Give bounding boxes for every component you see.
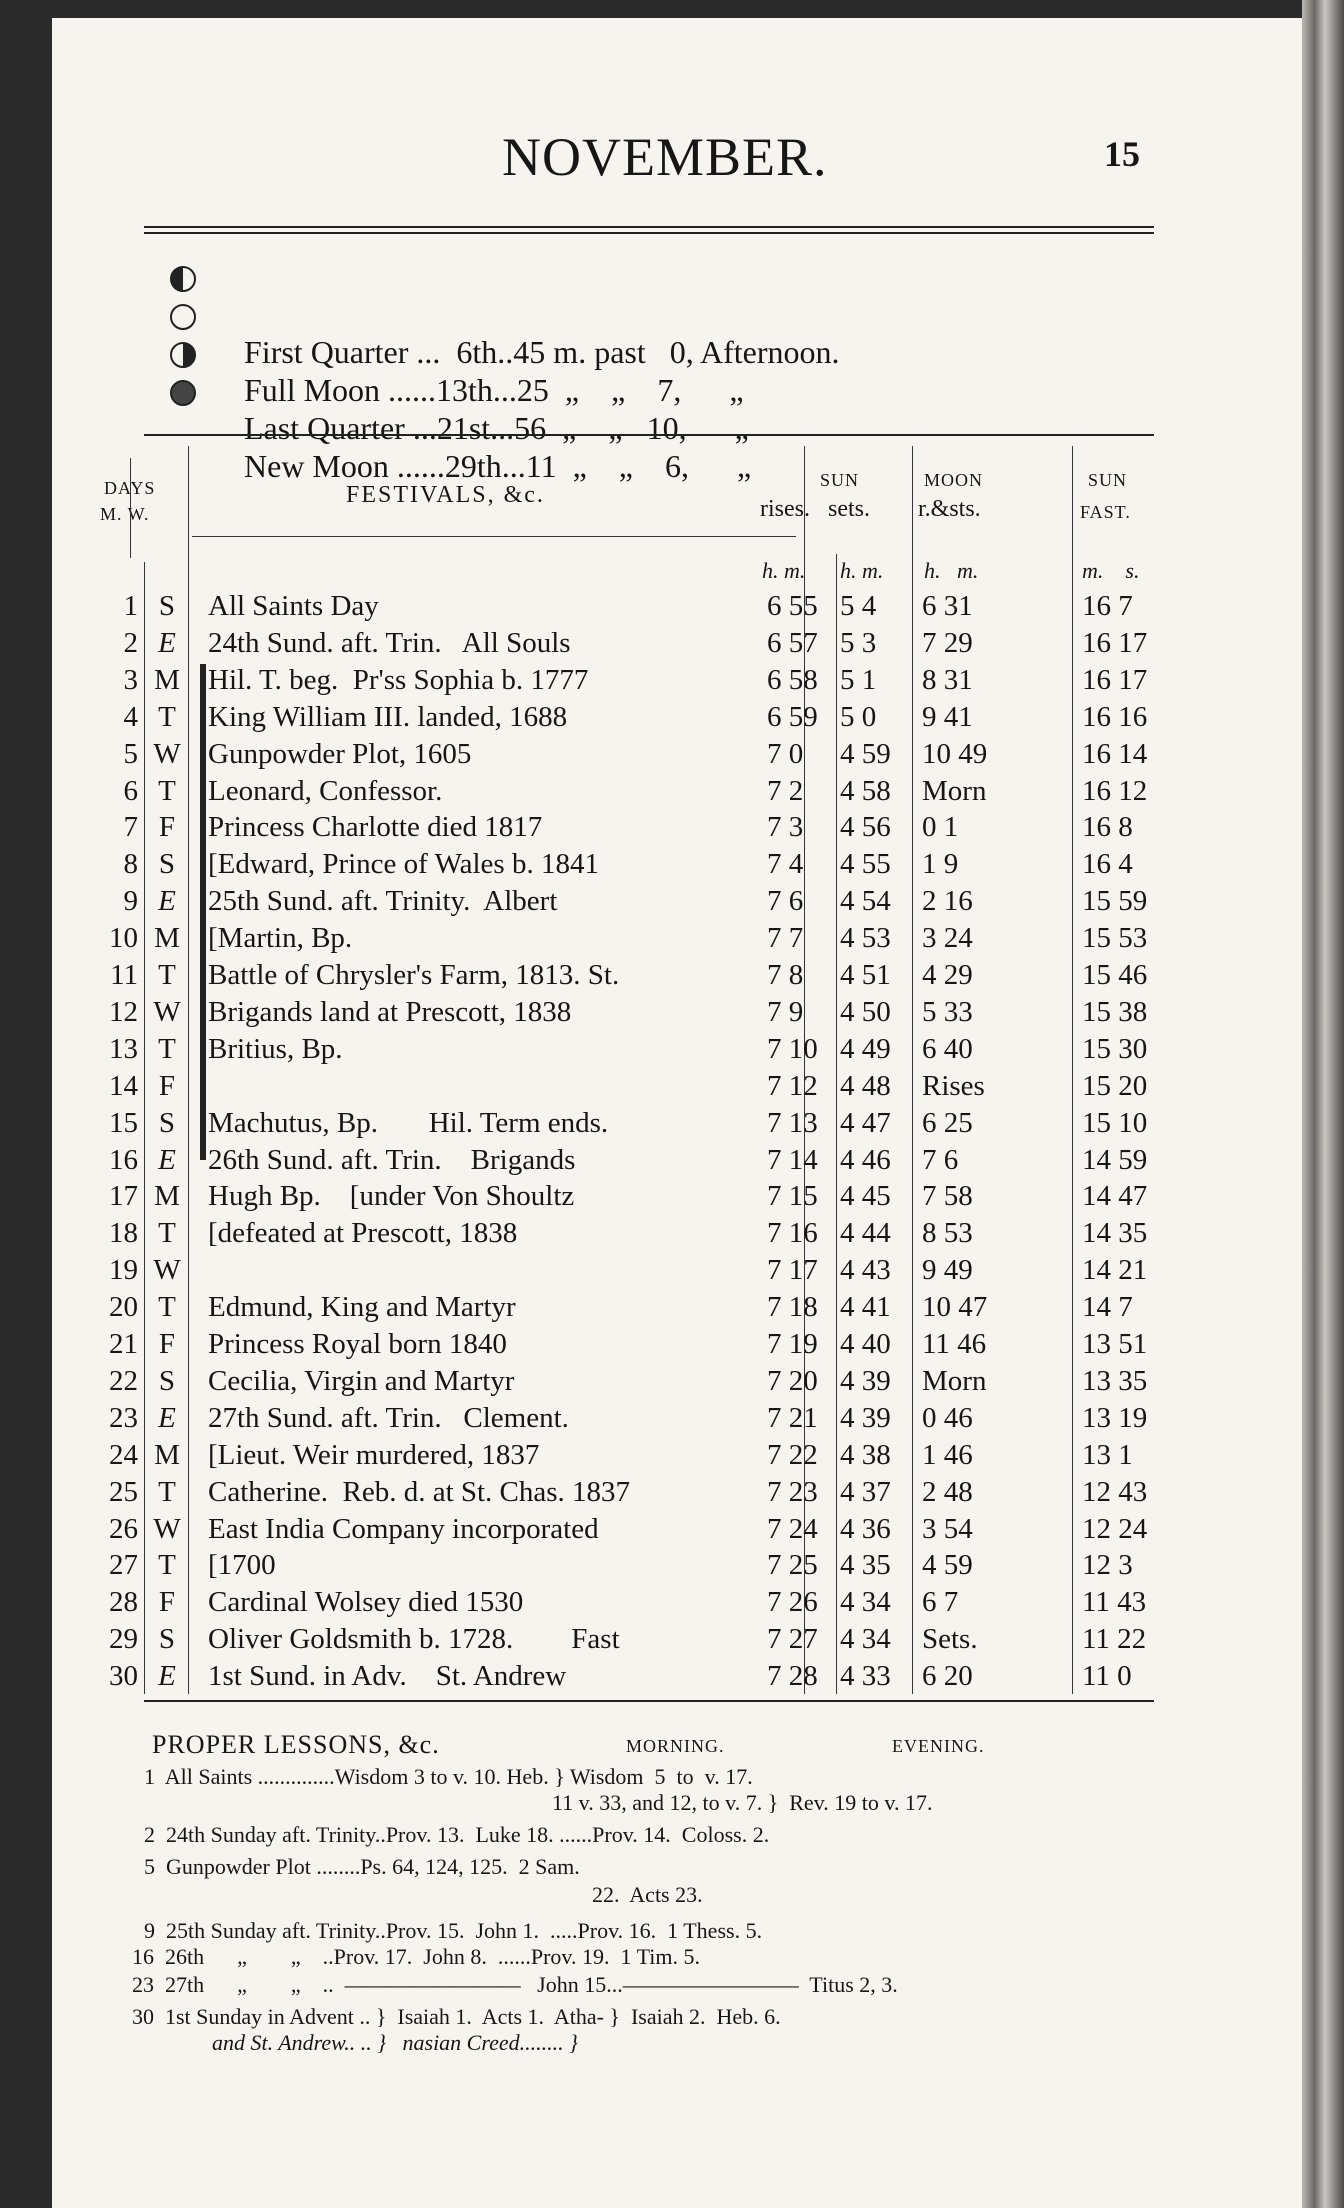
full-moon-icon [170, 304, 196, 330]
table-row [52, 1586, 1302, 1623]
sun-sets: 4 56 [840, 811, 891, 844]
sun-fast: 12 43 [1082, 1475, 1148, 1508]
sun-sets: 5 1 [840, 663, 877, 696]
sun-fast: 15 38 [1082, 995, 1148, 1028]
table-row [52, 848, 1302, 885]
day-of-month: 28 [109, 1586, 138, 1619]
col-line-days-m [130, 458, 131, 558]
sun-rises: 6 59 [767, 700, 818, 733]
sun-rises: 7 9 [767, 995, 804, 1028]
sun-fast: 13 51 [1082, 1328, 1148, 1360]
day-of-month: 30 [109, 1660, 138, 1693]
day-of-week: S [158, 1364, 176, 1397]
sun-fast: 12 3 [1082, 1549, 1133, 1582]
sun-rises: 7 27 [767, 1623, 818, 1656]
moon-time: 6 40 [922, 1032, 973, 1065]
sun-rises: 7 12 [767, 1069, 818, 1102]
sun-fast: 16 17 [1082, 626, 1148, 659]
moon-time: 7 58 [922, 1180, 973, 1213]
day-of-month: 7 [123, 811, 138, 844]
sun-fast: 15 20 [1082, 1069, 1148, 1102]
moon-time: 3 24 [922, 922, 973, 955]
sun-fast: 15 10 [1082, 1106, 1148, 1139]
sun-fast: 12 24 [1082, 1512, 1148, 1545]
festival: Princess Charlotte died 1817 [208, 811, 543, 844]
moon-phase-full-moon: Full Moon ......13th...25 „ „ 7, „ [212, 298, 744, 446]
sun-sets: 4 54 [840, 885, 891, 918]
day-of-week: W [153, 737, 181, 770]
header-sun-fast-sub: FAST. [1080, 502, 1131, 522]
header-festivals: FESTIVALS, &c. [346, 482, 545, 508]
day-of-week: T [158, 700, 176, 733]
sun-sets: 5 4 [840, 590, 877, 622]
table-row [52, 701, 1302, 738]
day-of-week: F [158, 1586, 176, 1619]
table-row [52, 1033, 1302, 1070]
sun-rises: 7 6 [767, 885, 804, 918]
sun-fast: 15 46 [1082, 959, 1148, 991]
moon-time: Morn [922, 1364, 987, 1397]
lessons-morning: MORNING. [626, 1736, 725, 1756]
day-of-month: 2 [123, 626, 138, 659]
sun-rises: 7 10 [767, 1032, 818, 1065]
sun-fast: 14 59 [1082, 1143, 1148, 1176]
day-of-month: 3 [123, 663, 138, 696]
sun-sets: 4 34 [840, 1586, 891, 1619]
festival: 27th Sund. aft. Trin. Clement. [208, 1401, 569, 1434]
sun-rises: 7 4 [767, 848, 804, 881]
sun-fast: 16 7 [1082, 590, 1133, 622]
sun-fast: 14 7 [1082, 1291, 1133, 1324]
sun-fast: 16 8 [1082, 811, 1133, 844]
day-of-week: S [158, 590, 176, 622]
top-rule-2 [144, 232, 1154, 234]
page-number: 15 [1104, 134, 1140, 174]
day-of-month: 16 [109, 1143, 138, 1176]
day-of-month: 4 [123, 700, 138, 733]
sun-sets: 4 51 [840, 959, 891, 991]
table-row [52, 922, 1302, 959]
day-of-week: F [158, 1328, 176, 1360]
lessons-line: 30 1st Sunday in Advent .. } Isaiah 1. Acts 1. Atha- } Isaiah 2. Heb. 6. [132, 2004, 781, 2029]
sun-sets: 5 0 [840, 700, 877, 733]
day-of-week: T [158, 1217, 176, 1250]
moon-time: 6 31 [922, 590, 973, 622]
sun-sets: 4 43 [840, 1254, 891, 1287]
festival: Catherine. Reb. d. at St. Chas. 1837 [208, 1475, 631, 1508]
moon-phase-new-moon: New Moon ......29th...11 „ „ 6, „ [212, 374, 751, 522]
lessons-title: PROPER LESSONS, &c. [152, 1730, 440, 1759]
festival: [defeated at Prescott, 1838 [208, 1217, 518, 1250]
festival: [1700 [208, 1549, 276, 1582]
units-moon: h. m. [924, 558, 979, 583]
lessons-line: 1 All Saints ..............Wisdom 3 to v. 10. Heb. } Wisdom 5 to v. 17. [144, 1764, 753, 1789]
day-of-week: M [154, 922, 180, 955]
moon-time: 9 49 [922, 1254, 973, 1287]
moon-time: 6 20 [922, 1660, 973, 1693]
moon-time: 2 48 [922, 1475, 973, 1508]
festival: Princess Royal born 1840 [208, 1328, 507, 1360]
sun-fast: 16 4 [1082, 848, 1133, 881]
sun-fast: 16 12 [1082, 774, 1148, 807]
header-rule [192, 536, 796, 537]
table-row [52, 627, 1302, 664]
festival: Hugh Bp. [under Von Shoultz [208, 1180, 575, 1213]
sun-rises: 7 23 [767, 1475, 818, 1508]
sun-fast: 14 35 [1082, 1217, 1148, 1250]
header-sun-fast: SUN [1088, 470, 1128, 490]
first-quarter-icon [170, 266, 196, 292]
sun-rises: 6 57 [767, 626, 818, 659]
day-of-week: W [153, 1512, 181, 1545]
day-of-week: S [158, 848, 176, 881]
day-of-month: 29 [109, 1623, 138, 1656]
moon-time: 6 25 [922, 1106, 973, 1139]
header-sun-sub: rises. sets. [760, 496, 870, 522]
festival: Cecilia, Virgin and Martyr [208, 1364, 515, 1397]
day-of-week: S [158, 1623, 176, 1656]
page-title: NOVEMBER. [502, 127, 828, 187]
day-of-week: E [158, 1660, 176, 1693]
festival: [Lieut. Weir murdered, 1837 [208, 1438, 540, 1471]
moon-time: 0 1 [922, 811, 959, 844]
festival: [Edward, Prince of Wales b. 1841 [208, 848, 599, 881]
sun-fast: 11 0 [1082, 1660, 1132, 1693]
sun-rises: 7 20 [767, 1364, 818, 1397]
sun-sets: 4 48 [840, 1069, 891, 1102]
units-fast: m. s. [1082, 558, 1140, 583]
day-of-month: 14 [109, 1069, 138, 1102]
moon-time: 1 46 [922, 1438, 973, 1471]
day-of-month: 24 [109, 1438, 138, 1471]
day-of-month: 18 [109, 1217, 138, 1250]
day-of-month: 9 [123, 885, 138, 918]
table-row [52, 1070, 1302, 1107]
sun-rises: 7 18 [767, 1291, 818, 1324]
sun-sets: 4 44 [840, 1217, 891, 1250]
moon-time: Rises [922, 1069, 985, 1102]
table-row [52, 811, 1302, 848]
day-of-month: 12 [109, 995, 138, 1028]
lessons-line: 2 24th Sunday aft. Trinity..Prov. 13. Luke 18. ......Prov. 14. Coloss. 2. [144, 1822, 770, 1847]
festival: 25th Sund. aft. Trinity. Albert [208, 885, 558, 918]
day-of-month: 13 [109, 1032, 138, 1065]
sun-rises: 7 13 [767, 1106, 818, 1139]
festival: Britius, Bp. [208, 1032, 343, 1065]
day-of-week: E [158, 885, 176, 918]
header-days: DAYS [104, 478, 156, 498]
sun-rises: 7 25 [767, 1549, 818, 1582]
festival: Edmund, King and Martyr [208, 1291, 516, 1324]
sun-rises: 7 7 [767, 922, 804, 955]
festival: All Saints Day [208, 590, 379, 622]
table-row [52, 1144, 1302, 1181]
moon-time: 9 41 [922, 700, 973, 733]
moon-time: 6 7 [922, 1586, 959, 1619]
sun-rises: 7 28 [767, 1660, 818, 1693]
day-of-month: 21 [109, 1328, 138, 1360]
day-of-week: F [158, 811, 176, 844]
table-bottom-rule [144, 1700, 1154, 1702]
day-of-week: M [154, 1438, 180, 1471]
day-of-month: 8 [123, 848, 138, 881]
sun-rises: 7 24 [767, 1512, 818, 1545]
top-rule [144, 226, 1154, 228]
festival: 24th Sund. aft. Trin. All Souls [208, 626, 571, 659]
sun-sets: 4 37 [840, 1475, 891, 1508]
almanac-page [52, 18, 1302, 2208]
festival: King William III. landed, 1688 [208, 700, 568, 733]
sun-rises: 7 14 [767, 1143, 818, 1176]
day-of-month: 23 [109, 1401, 138, 1434]
sun-sets: 4 38 [840, 1438, 891, 1471]
day-of-week: M [154, 1180, 180, 1213]
table-row [52, 1180, 1302, 1217]
table-row [52, 590, 1302, 627]
moon-time: 10 47 [922, 1291, 988, 1324]
sun-fast: 14 47 [1082, 1180, 1148, 1213]
day-of-week: S [158, 1106, 176, 1139]
sun-sets: 4 55 [840, 848, 891, 881]
sun-fast: 13 19 [1082, 1401, 1148, 1434]
sun-sets: 4 50 [840, 995, 891, 1028]
sun-sets: 4 34 [840, 1623, 891, 1656]
sun-rises: 7 3 [767, 811, 804, 844]
table-row [52, 885, 1302, 922]
header-sun: SUN [820, 470, 860, 490]
sun-rises: 7 2 [767, 774, 804, 807]
moon-time: 7 29 [922, 626, 973, 659]
sun-fast: 11 43 [1082, 1586, 1147, 1619]
day-of-week: W [153, 995, 181, 1028]
sun-sets: 4 49 [840, 1032, 891, 1065]
moon-time: 0 46 [922, 1401, 973, 1434]
sun-rises: 7 15 [767, 1180, 818, 1213]
table-row [52, 1365, 1302, 1402]
festival: Brigands land at Prescott, 1838 [208, 995, 572, 1028]
units-rises: h. m. [762, 558, 806, 583]
table-row [52, 1217, 1302, 1254]
day-of-month: 15 [109, 1106, 138, 1139]
sun-rises: 7 26 [767, 1586, 818, 1619]
sun-rises: 7 21 [767, 1401, 818, 1434]
sun-sets: 4 40 [840, 1328, 891, 1360]
festival: Gunpowder Plot, 1605 [208, 737, 472, 770]
lessons-line: 9 25th Sunday aft. Trinity..Prov. 15. John 1. .....Prov. 16. 1 Thess. 5. [144, 1918, 763, 1943]
day-of-month: 1 [123, 590, 138, 622]
day-of-week: F [158, 1069, 176, 1102]
festival: Machutus, Bp. Hil. Term ends. [208, 1106, 609, 1139]
table-row [52, 1623, 1302, 1660]
day-of-week: T [158, 1291, 176, 1324]
day-of-week: E [158, 626, 176, 659]
lessons-line: 11 v. 33, and 12, to v. 7. } Rev. 19 to v. 17. [552, 1790, 933, 1815]
moon-time: 3 54 [922, 1512, 973, 1545]
sun-sets: 4 53 [840, 922, 891, 955]
table-row [52, 1291, 1302, 1328]
day-of-month: 22 [109, 1364, 138, 1397]
day-of-week: T [158, 959, 176, 991]
sun-sets: 4 39 [840, 1364, 891, 1397]
sun-fast: 11 22 [1082, 1623, 1147, 1656]
sun-fast: 15 30 [1082, 1032, 1148, 1065]
day-of-week: M [154, 663, 180, 696]
festival: Cardinal Wolsey died 1530 [208, 1586, 524, 1619]
festival: Oliver Goldsmith b. 1728. Fast [208, 1623, 620, 1656]
sun-fast: 15 53 [1082, 922, 1148, 955]
festival: Leonard, Confessor. [208, 774, 443, 807]
sun-fast: 13 35 [1082, 1364, 1148, 1397]
table-row [52, 1439, 1302, 1476]
sun-sets: 4 46 [840, 1143, 891, 1176]
sun-sets: 4 58 [840, 774, 891, 807]
moon-time: 1 9 [922, 848, 959, 881]
sun-rises: 6 55 [767, 590, 818, 622]
day-of-month: 26 [109, 1512, 138, 1545]
sun-sets: 4 59 [840, 737, 891, 770]
festival: Battle of Chrysler's Farm, 1813. St. [208, 959, 620, 991]
day-of-week: T [158, 1032, 176, 1065]
day-of-month: 19 [109, 1254, 138, 1287]
moon-time: 4 59 [922, 1549, 973, 1582]
table-row [52, 959, 1302, 996]
day-of-week: T [158, 774, 176, 807]
moon-time: Morn [922, 774, 987, 807]
day-of-week: W [153, 1254, 181, 1287]
sun-rises: 7 8 [767, 959, 804, 991]
moon-time: Sets. [922, 1623, 978, 1656]
units-sets: h. m. [840, 558, 884, 583]
day-of-month: 25 [109, 1475, 138, 1508]
day-of-month: 27 [109, 1549, 138, 1582]
day-of-month: 6 [123, 774, 138, 807]
table-row [52, 1660, 1302, 1697]
lessons-line: 5 Gunpowder Plot ........Ps. 64, 124, 125. 2 Sam. [144, 1854, 580, 1879]
sun-fast: 16 16 [1082, 700, 1148, 733]
festival: 26th Sund. aft. Trin. Brigands [208, 1143, 576, 1176]
moon-time: 8 31 [922, 663, 973, 696]
table-row [52, 1254, 1302, 1291]
new-moon-icon [170, 380, 196, 406]
festival: 1st Sund. in Adv. St. Andrew [208, 1660, 567, 1693]
sun-rises: 7 22 [767, 1438, 818, 1471]
day-of-week: T [158, 1549, 176, 1582]
sun-fast: 15 59 [1082, 885, 1148, 918]
day-of-month: 17 [109, 1180, 138, 1213]
lessons-line: 23 27th „ „ .. ———————— John 15...———————— Titus 2, 3. [132, 1972, 898, 1997]
day-of-week: T [158, 1475, 176, 1508]
sun-fast: 16 14 [1082, 737, 1148, 770]
sun-sets: 4 47 [840, 1106, 891, 1139]
festival: Hil. T. beg. Pr'ss Sophia b. 1777 [208, 663, 589, 696]
moon-time: 11 46 [922, 1328, 987, 1360]
table-row [52, 775, 1302, 812]
lessons-evening: EVENING. [892, 1736, 985, 1756]
moon-time: 4 29 [922, 959, 973, 991]
table-row [52, 738, 1302, 775]
sun-sets: 4 35 [840, 1549, 891, 1582]
day-of-month: 11 [110, 959, 138, 991]
table-row [52, 664, 1302, 701]
moon-phase-last-quarter: Last Quarter ...21st...56 „ „ 10, „ [212, 336, 749, 484]
table-row [52, 1328, 1302, 1365]
moon-time: 2 16 [922, 885, 973, 918]
day-of-month: 20 [109, 1291, 138, 1324]
last-quarter-icon [170, 342, 196, 368]
lessons-line: and St. Andrew.. .. } nasian Creed........ } [212, 2030, 578, 2055]
moon-time: 7 6 [922, 1143, 959, 1176]
moon-time: 8 53 [922, 1217, 973, 1250]
day-of-month: 10 [109, 922, 138, 955]
festival: East India Company incorporated [208, 1512, 599, 1545]
sun-sets: 4 36 [840, 1512, 891, 1545]
table-row [52, 1402, 1302, 1439]
sun-rises: 7 16 [767, 1217, 818, 1250]
table-row [52, 996, 1302, 1033]
lessons-line: 22. Acts 23. [592, 1882, 703, 1907]
sun-sets: 4 41 [840, 1291, 891, 1324]
sun-rises: 7 0 [767, 737, 804, 770]
sun-fast: 14 21 [1082, 1254, 1148, 1287]
sun-sets: 4 33 [840, 1660, 891, 1693]
book-spine [1302, 0, 1344, 2208]
sun-rises: 6 58 [767, 663, 818, 696]
table-row [52, 1107, 1302, 1144]
moon-time: 5 33 [922, 995, 973, 1028]
moon-phase-first-quarter: First Quarter ... 6th..45 m. past 0, Afternoon. [212, 260, 839, 408]
table-row [52, 1513, 1302, 1550]
header-moon-sub: r.&sts. [918, 496, 981, 522]
day-of-week: E [158, 1401, 176, 1434]
table-top-rule [144, 434, 1154, 436]
day-of-week: E [158, 1143, 176, 1176]
sun-rises: 7 19 [767, 1328, 818, 1360]
lessons-line: 16 26th „ „ ..Prov. 17. John 8. ......Prov. 19. 1 Tim. 5. [132, 1944, 700, 1969]
sun-rises: 7 17 [767, 1254, 818, 1287]
sun-fast: 16 17 [1082, 663, 1148, 696]
day-of-month: 5 [123, 737, 138, 770]
header-days-sub: M. W. [100, 504, 150, 524]
sun-sets: 4 39 [840, 1401, 891, 1434]
sun-sets: 5 3 [840, 626, 877, 659]
moon-time: 10 49 [922, 737, 988, 770]
sun-sets: 4 45 [840, 1180, 891, 1213]
festival: [Martin, Bp. [208, 922, 353, 955]
header-moon: MOON [924, 470, 984, 490]
table-row [52, 1476, 1302, 1513]
sun-fast: 13 1 [1082, 1438, 1133, 1471]
table-row [52, 1549, 1302, 1586]
